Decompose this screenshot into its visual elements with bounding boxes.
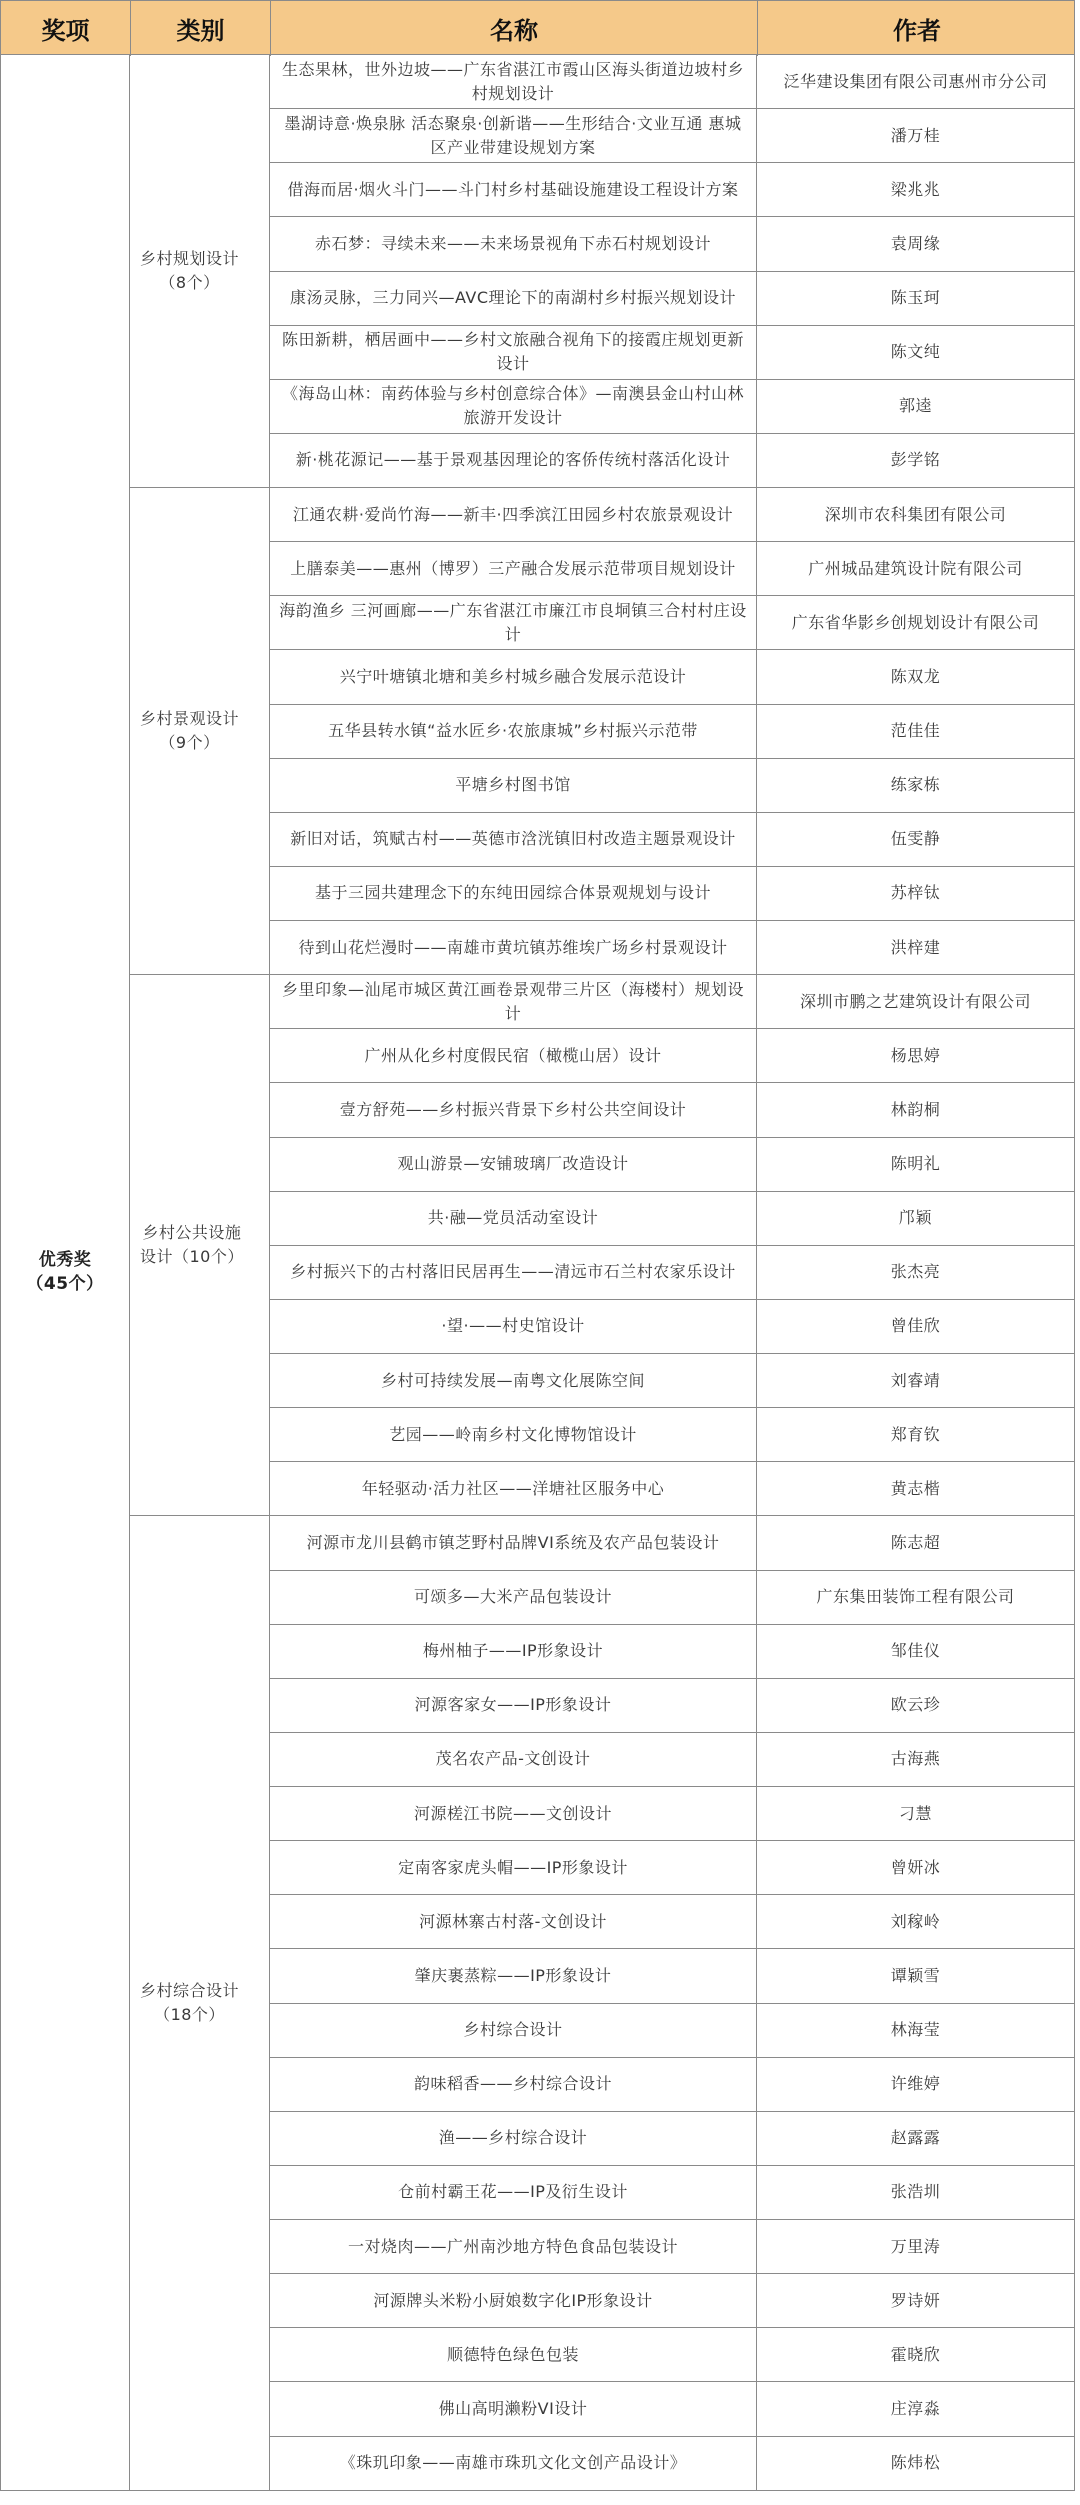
entry-name: 河源林寨古村落-文创设计 <box>270 1895 757 1949</box>
category-cell: 乡村规划设计 （8个） <box>130 55 270 488</box>
entry-name: 顺德特色绿色包装 <box>270 2328 757 2382</box>
entry-author: 陈志超 <box>757 1516 1075 1570</box>
entry-name: 年轻驱动·活力社区——洋塘社区服务中心 <box>270 1462 757 1516</box>
entry-author: 广东省华影乡创规划设计有限公司 <box>757 596 1075 650</box>
entry-author: 曾佳欣 <box>757 1300 1075 1354</box>
entry-author: 古海燕 <box>757 1733 1075 1787</box>
entry-name: 渔——乡村综合设计 <box>270 2112 757 2166</box>
header-award: 奖项 <box>1 1 131 56</box>
entry-author: 范佳佳 <box>757 705 1075 759</box>
entry-name: 新旧对话，筑赋古村——英德市浛洸镇旧村改造主题景观设计 <box>270 813 757 867</box>
entry-name: ·望·——村史馆设计 <box>270 1300 757 1354</box>
entry-author: 袁周缘 <box>757 217 1075 271</box>
table-header <box>0 0 1075 55</box>
entry-name: 可颂多—大米产品包装设计 <box>270 1571 757 1625</box>
entry-author: 林海莹 <box>757 2004 1075 2058</box>
entry-author: 陈炜松 <box>757 2437 1075 2491</box>
category-cell: 乡村综合设计 （18个） <box>130 1516 270 2490</box>
entry-author: 练家栋 <box>757 759 1075 813</box>
entry-author: 郑育钦 <box>757 1408 1075 1462</box>
header-category: 类别 <box>131 1 271 56</box>
entry-author: 刘睿靖 <box>757 1354 1075 1408</box>
entry-name: 定南客家虎头帽——IP形象设计 <box>270 1841 757 1895</box>
entry-name: 《珠玑印象——南雄市珠玑文化文创产品设计》 <box>270 2437 757 2491</box>
entry-author: 郭逵 <box>757 380 1075 434</box>
entry-author: 林韵桐 <box>757 1083 1075 1137</box>
entry-name: 一对烧肉——广州南沙地方特色食品包装设计 <box>270 2220 757 2274</box>
entry-name: 肇庆裹蒸粽——IP形象设计 <box>270 1949 757 2003</box>
entry-author: 罗诗妍 <box>757 2274 1075 2328</box>
header-author: 作者 <box>893 17 941 45</box>
entry-name: 河源客家女——IP形象设计 <box>270 1679 757 1733</box>
entry-author: 许维婷 <box>757 2058 1075 2112</box>
entry-name: 观山游景—安铺玻璃厂改造设计 <box>270 1138 757 1192</box>
entry-name: 平塘乡村图书馆 <box>270 759 757 813</box>
entry-author: 苏梓钛 <box>757 867 1075 921</box>
category-cell: 乡村公共设施 设计（10个） <box>130 975 270 1516</box>
entry-name: 兴宁叶塘镇北塘和美乡村城乡融合发展示范设计 <box>270 650 757 704</box>
entry-author: 洪梓建 <box>757 921 1075 975</box>
entry-name: 仓前村霸王花——IP及衍生设计 <box>270 2166 757 2220</box>
entry-author: 刁慧 <box>757 1787 1075 1841</box>
entry-name: 乡村综合设计 <box>270 2004 757 2058</box>
entry-author: 霍晓欣 <box>757 2328 1075 2382</box>
entry-author: 曾妍冰 <box>757 1841 1075 1895</box>
entry-author: 陈玉珂 <box>757 272 1075 326</box>
entry-author: 梁兆兆 <box>757 163 1075 217</box>
entry-name: 五华县转水镇“益水匠乡·农旅康城”乡村振兴示范带 <box>270 705 757 759</box>
entry-author: 陈明礼 <box>757 1138 1075 1192</box>
entry-author: 邝颖 <box>757 1192 1075 1246</box>
entry-name: 河源市龙川县鹤市镇芝野村品牌VI系统及农产品包装设计 <box>270 1516 757 1570</box>
entry-author: 广州城品建筑设计院有限公司 <box>757 542 1075 596</box>
entry-author: 赵露露 <box>757 2112 1075 2166</box>
header-name: 名称 <box>271 1 758 56</box>
entry-author: 张杰亮 <box>757 1246 1075 1300</box>
entry-author: 杨思婷 <box>757 1029 1075 1083</box>
entry-name: 河源槎江书院——文创设计 <box>270 1787 757 1841</box>
entry-name: 待到山花烂漫时——南雄市黄坑镇苏维埃广场乡村景观设计 <box>270 921 757 975</box>
entry-name: 佛山高明濑粉VI设计 <box>270 2382 757 2436</box>
entry-name: 上膳泰美——惠州（博罗）三产融合发展示范带项目规划设计 <box>270 542 757 596</box>
entry-author: 广东集田装饰工程有限公司 <box>757 1571 1075 1625</box>
award-cell: 优秀奖 （45个） <box>0 55 130 2491</box>
entry-author: 万里涛 <box>757 2220 1075 2274</box>
entry-author: 邹佳仪 <box>757 1625 1075 1679</box>
entry-author: 欧云珍 <box>757 1679 1075 1733</box>
entry-name: 墨湖诗意·焕泉脉 活态聚泉·创新谐——生形结合·文业互通 惠城区产业带建设规划方案 <box>270 109 757 163</box>
entry-name: 江通农耕·爱尚竹海——新丰·四季滨江田园乡村农旅景观设计 <box>270 488 757 542</box>
category-cell: 乡村景观设计 （9个） <box>130 488 270 975</box>
entry-author: 潘万桂 <box>757 109 1075 163</box>
entry-author: 深圳市农科集团有限公司 <box>757 488 1075 542</box>
entry-name: 借海而居·烟火斗门——斗门村乡村基础设施建设工程设计方案 <box>270 163 757 217</box>
entry-name: 乡村振兴下的古村落旧民居再生——清远市石兰村农家乐设计 <box>270 1246 757 1300</box>
entry-author: 伍雯静 <box>757 813 1075 867</box>
entry-name: 《海岛山林：南药体验与乡村创意综合体》—南澳县金山村山林旅游开发设计 <box>270 380 757 434</box>
entry-name: 生态果林，世外边坡——广东省湛江市霞山区海头街道边坡村乡村规划设计 <box>270 55 757 109</box>
entry-author: 张浩圳 <box>757 2166 1075 2220</box>
entry-author: 庄淳淼 <box>757 2382 1075 2436</box>
entry-name: 乡里印象—汕尾市城区黄江画卷景观带三片区（海楼村）规划设计 <box>270 975 757 1029</box>
entry-name: 基于三园共建理念下的东纯田园综合体景观规划与设计 <box>270 867 757 921</box>
entry-name: 茂名农产品-文创设计 <box>270 1733 757 1787</box>
entry-name: 赤石梦：寻续未来——未来场景视角下赤石村规划设计 <box>270 217 757 271</box>
entry-name: 陈田新耕，栖居画中——乡村文旅融合视角下的接霞庄规划更新设计 <box>270 326 757 380</box>
entry-name: 共·融—党员活动室设计 <box>270 1192 757 1246</box>
entry-author: 彭学铭 <box>757 434 1075 488</box>
entry-author: 谭颖雪 <box>757 1949 1075 2003</box>
entry-name: 艺园——岭南乡村文化博物馆设计 <box>270 1408 757 1462</box>
entry-author: 陈文纯 <box>757 326 1075 380</box>
entry-name: 广州从化乡村度假民宿（橄榄山居）设计 <box>270 1029 757 1083</box>
entry-name: 新·桃花源记——基于景观基因理论的客侨传统村落活化设计 <box>270 434 757 488</box>
entry-author: 刘稼岭 <box>757 1895 1075 1949</box>
entry-author: 黄志楷 <box>757 1462 1075 1516</box>
entry-name: 梅州柚子——IP形象设计 <box>270 1625 757 1679</box>
entry-name: 乡村可持续发展—南粤文化展陈空间 <box>270 1354 757 1408</box>
entry-name: 河源牌头米粉小厨娘数字化IP形象设计 <box>270 2274 757 2328</box>
entry-name: 壹方舒苑——乡村振兴背景下乡村公共空间设计 <box>270 1083 757 1137</box>
entry-name: 海韵渔乡 三河画廊——广东省湛江市廉江市良垌镇三合村村庄设计 <box>270 596 757 650</box>
entry-name: 康汤灵脉，三力同兴—AVC理论下的南湖村乡村振兴规划设计 <box>270 272 757 326</box>
entry-author: 深圳市鹏之艺建筑设计有限公司 <box>757 975 1075 1029</box>
entry-author: 陈双龙 <box>757 650 1075 704</box>
entry-author: 泛华建设集团有限公司惠州市分公司 <box>757 55 1075 109</box>
entry-name: 韵味稻香——乡村综合设计 <box>270 2058 757 2112</box>
